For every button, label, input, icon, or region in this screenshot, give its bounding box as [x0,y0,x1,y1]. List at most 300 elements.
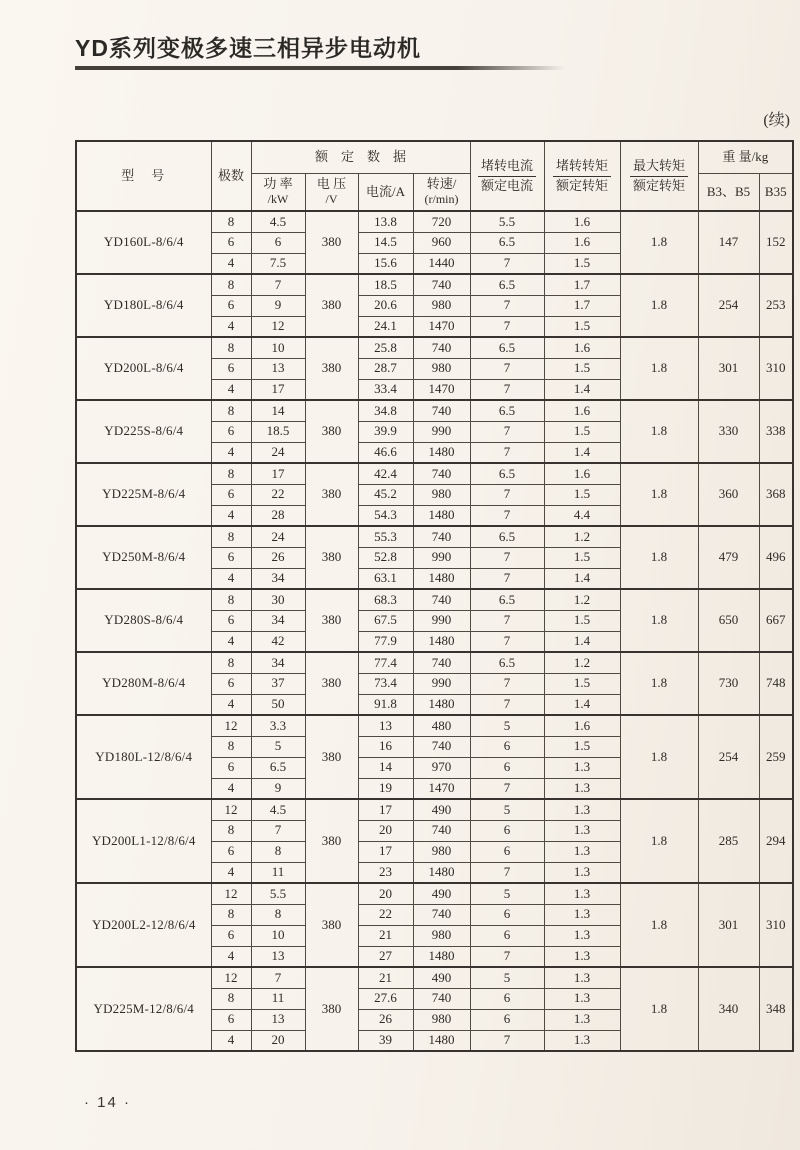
current-cell: 20 [358,883,413,904]
current-cell: 25.8 [358,337,413,358]
locked-current-ratio-cell: 7 [470,484,544,505]
max-torque-denominator: 额定转矩 [633,177,686,193]
poles-cell: 8 [211,526,251,547]
locked-torque-ratio-cell: 1.3 [544,925,620,946]
poles-cell: 8 [211,904,251,925]
table-row [76,526,793,547]
table-row [76,652,793,673]
locked-current-ratio-cell: 7 [470,862,544,883]
max-torque-ratio-cell: 1.8 [620,715,698,799]
locked-current-ratio-cell: 6.5 [470,400,544,421]
col-header-poles: 极数 [211,141,251,211]
weight-b3b5-cell: 301 [698,337,759,400]
current-cell: 22 [358,904,413,925]
voltage-cell: 380 [305,967,358,1051]
poles-cell: 6 [211,232,251,253]
current-cell: 68.3 [358,589,413,610]
locked-current-ratio-cell: 6 [470,988,544,1009]
model-cell: YD280M-8/6/4 [76,652,211,715]
motor-spec-table [75,140,794,1052]
power-cell: 10 [251,337,305,358]
speed-cell: 740 [413,274,470,295]
current-cell: 67.5 [358,610,413,631]
locked-current-denominator: 额定电流 [481,177,534,193]
poles-cell: 8 [211,211,251,232]
voltage-cell: 380 [305,337,358,400]
continued-marker: (续) [763,112,790,129]
poles-cell: 4 [211,1030,251,1051]
max-torque-ratio-cell: 1.8 [620,526,698,589]
locked-torque-ratio-cell: 1.5 [544,673,620,694]
weight-b35-cell: 348 [759,967,793,1051]
table-row [76,211,793,232]
table-row [76,799,793,820]
max-torque-ratio-cell: 1.8 [620,463,698,526]
power-cell: 11 [251,988,305,1009]
model-cell: YD200L1-12/8/6/4 [76,799,211,883]
voltage-cell: 380 [305,589,358,652]
model-cell: YD280S-8/6/4 [76,589,211,652]
table-row [76,337,793,358]
locked-current-ratio-cell: 6.5 [470,526,544,547]
current-cell: 42.4 [358,463,413,484]
power-cell: 14 [251,400,305,421]
locked-current-ratio-cell: 6.5 [470,274,544,295]
speed-cell: 990 [413,610,470,631]
weight-b35-cell: 152 [759,211,793,274]
max-torque-ratio-cell: 1.8 [620,274,698,337]
weight-b3b5-cell: 360 [698,463,759,526]
locked-current-ratio-cell: 6 [470,1009,544,1030]
locked-torque-ratio-cell: 1.2 [544,652,620,673]
speed-cell: 980 [413,925,470,946]
locked-torque-ratio-cell: 1.3 [544,1009,620,1030]
weight-b35-cell: 310 [759,337,793,400]
current-cell: 91.8 [358,694,413,715]
locked-current-ratio-cell: 5 [470,883,544,904]
current-cell: 17 [358,799,413,820]
poles-cell: 12 [211,799,251,820]
locked-torque-ratio-cell: 1.4 [544,379,620,400]
locked-torque-ratio-cell: 1.3 [544,841,620,862]
locked-torque-ratio-cell: 4.4 [544,505,620,526]
max-torque-ratio-cell: 1.8 [620,652,698,715]
table-row [76,274,793,295]
col-header-voltage: 电 压 /V [305,173,358,211]
power-cell: 5.5 [251,883,305,904]
power-cell: 8 [251,904,305,925]
max-torque-ratio-cell: 1.8 [620,589,698,652]
speed-cell: 490 [413,967,470,988]
locked-torque-ratio-cell: 1.5 [544,358,620,379]
locked-torque-ratio-cell: 1.5 [544,253,620,274]
weight-b35-cell: 253 [759,274,793,337]
max-torque-numerator: 最大转矩 [630,158,688,176]
current-cell: 54.3 [358,505,413,526]
voltage-cell: 380 [305,799,358,883]
page-number: · 14 · [84,1094,132,1111]
locked-current-ratio-cell: 6 [470,841,544,862]
locked-torque-ratio-cell: 1.3 [544,883,620,904]
locked-torque-ratio-cell: 1.6 [544,463,620,484]
locked-current-ratio-cell: 6.5 [470,652,544,673]
locked-current-ratio-cell: 7 [470,778,544,799]
locked-torque-ratio-cell: 1.4 [544,568,620,589]
current-cell: 14 [358,757,413,778]
speed-cell: 980 [413,1009,470,1030]
col-header-locked-torque-ratio [544,141,620,211]
poles-cell: 8 [211,736,251,757]
max-torque-ratio-cell: 1.8 [620,400,698,463]
poles-cell: 6 [211,1009,251,1030]
locked-torque-ratio-cell: 1.3 [544,988,620,1009]
current-cell: 77.4 [358,652,413,673]
power-cell: 4.5 [251,211,305,232]
voltage-cell: 380 [305,400,358,463]
page-title: YD系列变极多速三相异步电动机 [75,35,421,61]
poles-cell: 4 [211,442,251,463]
locked-current-ratio-cell: 7 [470,1030,544,1051]
poles-cell: 8 [211,589,251,610]
power-cell: 34 [251,568,305,589]
table-row [76,967,793,988]
poles-cell: 6 [211,295,251,316]
weight-b35-cell: 259 [759,715,793,799]
power-cell: 24 [251,526,305,547]
locked-torque-ratio-cell: 1.6 [544,337,620,358]
weight-b3b5-cell: 147 [698,211,759,274]
poles-cell: 6 [211,841,251,862]
current-cell: 27 [358,946,413,967]
locked-torque-ratio-cell: 1.5 [544,547,620,568]
current-cell: 18.5 [358,274,413,295]
locked-torque-ratio-cell: 1.5 [544,610,620,631]
poles-cell: 8 [211,337,251,358]
max-torque-ratio-cell: 1.8 [620,337,698,400]
power-cell: 9 [251,295,305,316]
locked-current-ratio-cell: 7 [470,673,544,694]
model-cell: YD225S-8/6/4 [76,400,211,463]
speed-cell: 1470 [413,379,470,400]
current-cell: 34.8 [358,400,413,421]
poles-cell: 4 [211,253,251,274]
power-cell: 26 [251,547,305,568]
col-header-weight-b3b5: B3、B5 [698,173,759,211]
locked-torque-denominator: 额定转矩 [556,177,609,193]
weight-b35-cell: 338 [759,400,793,463]
poles-cell: 12 [211,883,251,904]
locked-torque-ratio-cell: 1.3 [544,1030,620,1051]
locked-current-ratio-cell: 6 [470,736,544,757]
locked-current-ratio-cell: 5 [470,715,544,736]
locked-current-ratio-cell: 7 [470,358,544,379]
power-cell: 28 [251,505,305,526]
locked-torque-ratio-cell: 1.3 [544,778,620,799]
title-underline-rule [75,66,565,70]
current-cell: 21 [358,925,413,946]
weight-b3b5-cell: 340 [698,967,759,1051]
poles-cell: 8 [211,463,251,484]
power-cell: 5 [251,736,305,757]
locked-torque-ratio-cell: 1.6 [544,715,620,736]
poles-cell: 8 [211,274,251,295]
speed-cell: 740 [413,988,470,1009]
power-cell: 3.3 [251,715,305,736]
locked-torque-ratio-cell: 1.3 [544,820,620,841]
speed-cell: 740 [413,736,470,757]
spec-table-body [76,211,793,1051]
speed-cell: 720 [413,211,470,232]
table-row [76,715,793,736]
model-cell: YD225M-12/8/6/4 [76,967,211,1051]
voltage-cell: 380 [305,463,358,526]
locked-torque-ratio-cell: 1.3 [544,967,620,988]
poles-cell: 4 [211,862,251,883]
poles-cell: 6 [211,925,251,946]
locked-torque-ratio-cell: 1.6 [544,211,620,232]
speed-cell: 740 [413,526,470,547]
speed-cell: 1480 [413,442,470,463]
model-cell: YD180L-12/8/6/4 [76,715,211,799]
locked-current-ratio-cell: 6.5 [470,232,544,253]
power-cell: 13 [251,1009,305,1030]
speed-cell: 980 [413,841,470,862]
power-cell: 12 [251,316,305,337]
model-cell: YD160L-8/6/4 [76,211,211,274]
speed-cell: 960 [413,232,470,253]
table-row [76,589,793,610]
poles-cell: 12 [211,715,251,736]
locked-torque-ratio-cell: 1.7 [544,295,620,316]
current-cell: 24.1 [358,316,413,337]
power-cell: 4.5 [251,799,305,820]
poles-cell: 8 [211,820,251,841]
model-cell: YD200L2-12/8/6/4 [76,883,211,967]
locked-current-ratio-cell: 6.5 [470,337,544,358]
speed-cell: 740 [413,463,470,484]
locked-current-ratio-cell: 7 [470,694,544,715]
locked-torque-ratio-cell: 1.3 [544,757,620,778]
locked-current-ratio-cell: 7 [470,442,544,463]
current-cell: 33.4 [358,379,413,400]
speed-cell: 740 [413,337,470,358]
power-cell: 13 [251,358,305,379]
speed-cell: 1440 [413,253,470,274]
model-cell: YD225M-8/6/4 [76,463,211,526]
power-cell: 7 [251,820,305,841]
locked-torque-ratio-cell: 1.6 [544,400,620,421]
col-header-speed: 转速/ (r/min) [413,173,470,211]
locked-torque-ratio-cell: 1.4 [544,442,620,463]
weight-b3b5-cell: 301 [698,883,759,967]
current-cell: 16 [358,736,413,757]
current-cell: 39 [358,1030,413,1051]
col-header-power: 功 率 /kW [251,173,305,211]
speed-cell: 740 [413,589,470,610]
speed-cell: 490 [413,883,470,904]
locked-torque-ratio-cell: 1.5 [544,421,620,442]
locked-current-ratio-cell: 7 [470,316,544,337]
speed-cell: 1480 [413,694,470,715]
col-header-max-torque-ratio [620,141,698,211]
poles-cell: 6 [211,673,251,694]
locked-current-ratio-cell: 6.5 [470,589,544,610]
power-cell: 37 [251,673,305,694]
power-cell: 6.5 [251,757,305,778]
current-cell: 46.6 [358,442,413,463]
locked-current-ratio-cell: 6 [470,820,544,841]
weight-b35-cell: 748 [759,652,793,715]
locked-current-ratio-cell: 7 [470,946,544,967]
power-cell: 6 [251,232,305,253]
locked-current-ratio-cell: 6 [470,757,544,778]
weight-b35-cell: 667 [759,589,793,652]
locked-current-ratio-cell: 6 [470,925,544,946]
locked-current-ratio-cell: 6 [470,904,544,925]
table-row [76,883,793,904]
speed-cell: 1470 [413,316,470,337]
locked-current-ratio-cell: 5 [470,967,544,988]
power-cell: 11 [251,862,305,883]
poles-cell: 6 [211,484,251,505]
current-cell: 13.8 [358,211,413,232]
speed-cell: 1480 [413,505,470,526]
current-cell: 23 [358,862,413,883]
weight-b35-cell: 368 [759,463,793,526]
speed-cell: 980 [413,295,470,316]
current-cell: 20.6 [358,295,413,316]
speed-cell: 1480 [413,631,470,652]
speed-cell: 490 [413,799,470,820]
table-row [76,463,793,484]
current-cell: 20 [358,820,413,841]
poles-cell: 4 [211,631,251,652]
model-cell: YD200L-8/6/4 [76,337,211,400]
weight-b3b5-cell: 285 [698,799,759,883]
locked-current-ratio-cell: 7 [470,547,544,568]
poles-cell: 6 [211,610,251,631]
power-cell: 17 [251,463,305,484]
weight-b35-cell: 294 [759,799,793,883]
locked-torque-ratio-cell: 1.3 [544,904,620,925]
col-header-weight-b35: B35 [759,173,793,211]
current-cell: 52.8 [358,547,413,568]
locked-torque-ratio-cell: 1.5 [544,484,620,505]
poles-cell: 4 [211,694,251,715]
voltage-cell: 380 [305,715,358,799]
col-header-rated-data: 额 定 数 据 [251,141,470,173]
power-cell: 7 [251,274,305,295]
power-cell: 10 [251,925,305,946]
speed-cell: 970 [413,757,470,778]
current-cell: 27.6 [358,988,413,1009]
locked-current-numerator: 堵转电流 [478,158,536,176]
locked-torque-ratio-cell: 1.3 [544,946,620,967]
locked-current-ratio-cell: 7 [470,421,544,442]
speed-cell: 990 [413,673,470,694]
power-cell: 7 [251,967,305,988]
max-torque-ratio-cell: 1.8 [620,967,698,1051]
current-cell: 14.5 [358,232,413,253]
locked-torque-ratio-cell: 1.6 [544,232,620,253]
power-cell: 18.5 [251,421,305,442]
power-cell: 8 [251,841,305,862]
current-cell: 26 [358,1009,413,1030]
current-cell: 39.9 [358,421,413,442]
speed-cell: 740 [413,820,470,841]
voltage-cell: 380 [305,211,358,274]
current-cell: 77.9 [358,631,413,652]
poles-cell: 4 [211,316,251,337]
locked-torque-ratio-cell: 1.2 [544,526,620,547]
locked-torque-ratio-cell: 1.7 [544,274,620,295]
current-cell: 17 [358,841,413,862]
speed-cell: 1480 [413,862,470,883]
speed-cell: 1480 [413,946,470,967]
model-cell: YD250M-8/6/4 [76,526,211,589]
current-cell: 55.3 [358,526,413,547]
poles-cell: 6 [211,358,251,379]
locked-current-ratio-cell: 7 [470,610,544,631]
locked-current-ratio-cell: 7 [470,505,544,526]
model-cell: YD180L-8/6/4 [76,274,211,337]
locked-torque-ratio-cell: 1.3 [544,799,620,820]
current-cell: 73.4 [358,673,413,694]
weight-b35-cell: 496 [759,526,793,589]
voltage-cell: 380 [305,883,358,967]
poles-cell: 6 [211,547,251,568]
power-cell: 7.5 [251,253,305,274]
table-row [76,400,793,421]
locked-current-ratio-cell: 7 [470,253,544,274]
locked-current-ratio-cell: 6.5 [470,463,544,484]
speed-cell: 980 [413,484,470,505]
locked-current-ratio-cell: 7 [470,631,544,652]
poles-cell: 6 [211,757,251,778]
poles-cell: 4 [211,946,251,967]
locked-current-ratio-cell: 5 [470,799,544,820]
poles-cell: 4 [211,778,251,799]
current-cell: 45.2 [358,484,413,505]
locked-torque-ratio-cell: 1.4 [544,631,620,652]
max-torque-ratio-cell: 1.8 [620,883,698,967]
poles-cell: 12 [211,967,251,988]
speed-cell: 990 [413,547,470,568]
power-cell: 22 [251,484,305,505]
power-cell: 42 [251,631,305,652]
current-cell: 19 [358,778,413,799]
locked-torque-numerator: 堵转转矩 [553,158,611,176]
power-cell: 20 [251,1030,305,1051]
locked-current-ratio-cell: 5.5 [470,211,544,232]
weight-b3b5-cell: 730 [698,652,759,715]
locked-torque-ratio-cell: 1.2 [544,589,620,610]
poles-cell: 8 [211,652,251,673]
locked-current-ratio-cell: 7 [470,379,544,400]
current-cell: 15.6 [358,253,413,274]
current-cell: 28.7 [358,358,413,379]
poles-cell: 8 [211,988,251,1009]
power-cell: 50 [251,694,305,715]
poles-cell: 8 [211,400,251,421]
speed-cell: 740 [413,652,470,673]
weight-b3b5-cell: 330 [698,400,759,463]
speed-cell: 740 [413,904,470,925]
weight-b3b5-cell: 650 [698,589,759,652]
speed-cell: 1470 [413,778,470,799]
col-header-locked-current-ratio [470,141,544,211]
current-cell: 21 [358,967,413,988]
